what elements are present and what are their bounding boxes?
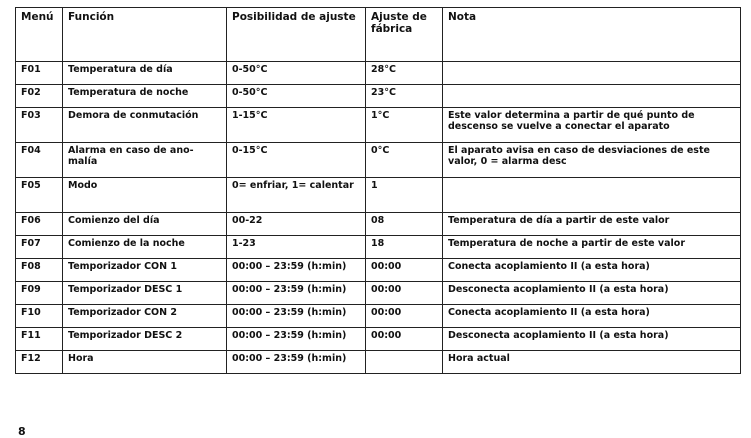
table-row — [16, 213, 741, 236]
cell-default: 00:00 — [366, 259, 443, 282]
cell-range: 0-50°C — [227, 62, 366, 85]
cell-range: 00:00 – 23:59 (h:min) — [227, 259, 366, 282]
header-range: Posibilidad de ajuste — [227, 8, 366, 62]
cell-function: Comienzo de la noche — [63, 236, 227, 259]
cell-range: 0-50°C — [227, 85, 366, 108]
cell-menu: F11 — [16, 328, 63, 351]
cell-default — [366, 351, 443, 374]
cell-menu: F03 — [16, 108, 63, 143]
table-row — [16, 259, 741, 282]
table-row — [16, 305, 741, 328]
cell-default: 00:00 — [366, 305, 443, 328]
cell-note: Temperatura de día a partir de este valor — [443, 213, 741, 236]
cell-menu: F10 — [16, 305, 63, 328]
table-row — [16, 143, 741, 178]
cell-menu: F12 — [16, 351, 63, 374]
cell-function: Hora — [63, 351, 227, 374]
cell-function: Modo — [63, 178, 227, 213]
cell-note: Desconecta acoplamiento II (a esta hora) — [443, 328, 741, 351]
cell-range: 1-23 — [227, 236, 366, 259]
cell-menu: F07 — [16, 236, 63, 259]
header-default: Ajuste de fábrica — [366, 8, 443, 62]
cell-function: Temperatura de noche — [63, 85, 227, 108]
cell-range: 0= enfriar, 1= calentar — [227, 178, 366, 213]
cell-note: Este valor determina a partir de qué punto de descenso se vuelve a conectar el aparato — [443, 108, 741, 143]
cell-default: 28°C — [366, 62, 443, 85]
table-row — [16, 85, 741, 108]
cell-range: 00:00 – 23:59 (h:min) — [227, 328, 366, 351]
settings-table — [15, 7, 741, 374]
cell-range: 0-15°C — [227, 143, 366, 178]
cell-range: 00:00 – 23:59 (h:min) — [227, 282, 366, 305]
cell-menu: F01 — [16, 62, 63, 85]
cell-default: 18 — [366, 236, 443, 259]
cell-range: 00:00 – 23:59 (h:min) — [227, 305, 366, 328]
cell-function: Alarma en caso de ano-malía — [63, 143, 227, 178]
cell-default: 1 — [366, 178, 443, 213]
cell-note — [443, 62, 741, 85]
cell-menu: F04 — [16, 143, 63, 178]
cell-default: 1°C — [366, 108, 443, 143]
table-row — [16, 351, 741, 374]
table-header-row — [16, 8, 741, 62]
cell-note — [443, 85, 741, 108]
cell-default: 23°C — [366, 85, 443, 108]
cell-function: Temporizador CON 1 — [63, 259, 227, 282]
cell-note: Temperatura de noche a partir de este valor — [443, 236, 741, 259]
cell-default: 0°C — [366, 143, 443, 178]
table-row — [16, 62, 741, 85]
cell-function: Temporizador CON 2 — [63, 305, 227, 328]
header-function: Función — [63, 8, 227, 62]
cell-default: 00:00 — [366, 328, 443, 351]
cell-menu: F02 — [16, 85, 63, 108]
cell-range: 1-15°C — [227, 108, 366, 143]
cell-note: Conecta acoplamiento II (a esta hora) — [443, 259, 741, 282]
header-menu: Menú — [16, 8, 63, 62]
cell-default: 08 — [366, 213, 443, 236]
table-row — [16, 282, 741, 305]
cell-note — [443, 178, 741, 213]
cell-menu: F05 — [16, 178, 63, 213]
cell-note: Hora actual — [443, 351, 741, 374]
cell-function: Temporizador DESC 1 — [63, 282, 227, 305]
cell-default: 00:00 — [366, 282, 443, 305]
table-row — [16, 328, 741, 351]
cell-function: Temperatura de día — [63, 62, 227, 85]
page-number: 8 — [18, 425, 26, 438]
cell-range: 00-22 — [227, 213, 366, 236]
header-note: Nota — [443, 8, 741, 62]
table-row — [16, 236, 741, 259]
cell-function: Demora de conmutación — [63, 108, 227, 143]
cell-function: Comienzo del día — [63, 213, 227, 236]
cell-note: Desconecta acoplamiento II (a esta hora) — [443, 282, 741, 305]
cell-note: Conecta acoplamiento II (a esta hora) — [443, 305, 741, 328]
cell-menu: F08 — [16, 259, 63, 282]
cell-menu: F06 — [16, 213, 63, 236]
cell-menu: F09 — [16, 282, 63, 305]
cell-note: El aparato avisa en caso de desviaciones de este valor, 0 = alarma desc — [443, 143, 741, 178]
cell-function: Temporizador DESC 2 — [63, 328, 227, 351]
table-row — [16, 178, 741, 213]
table-row — [16, 108, 741, 143]
cell-range: 00:00 – 23:59 (h:min) — [227, 351, 366, 374]
